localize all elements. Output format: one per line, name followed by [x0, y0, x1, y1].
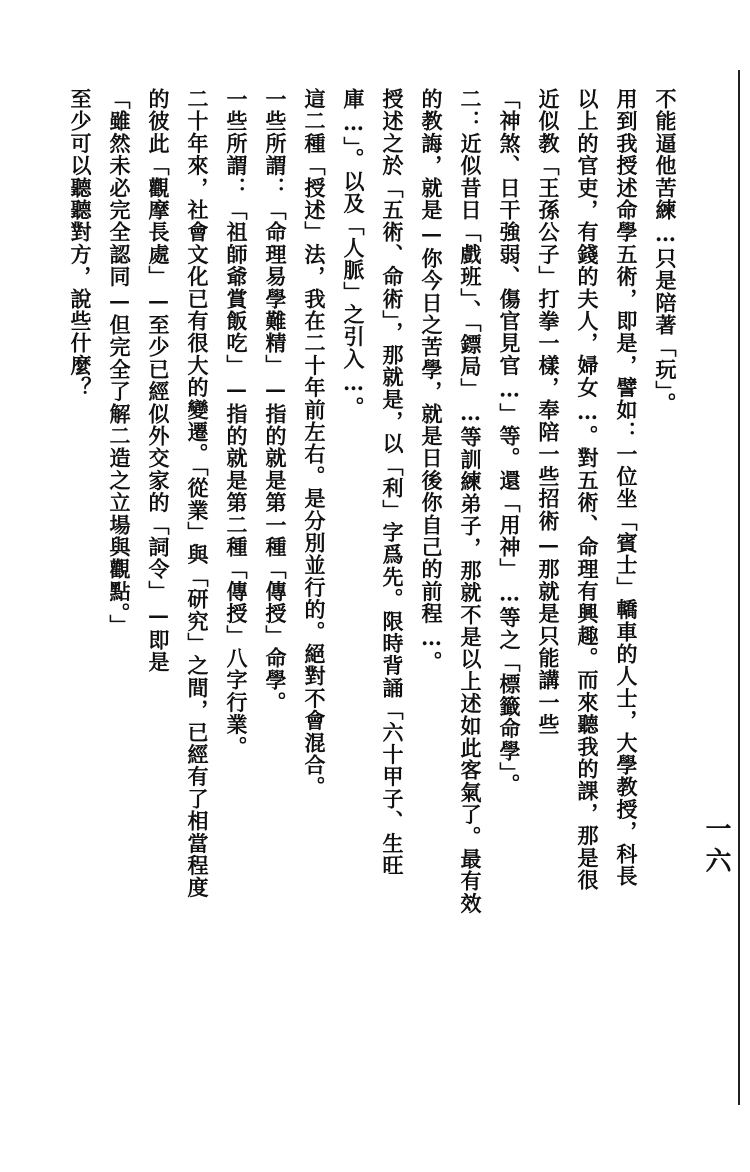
text-column-3: 以上的官吏，有錢的夫人，婦女…。對五術、命理有興趣。而來聽我的課，那是很 [575, 88, 600, 892]
text-column-1: 不能逼他苦練…只是陪著「玩」。 [653, 88, 678, 415]
page-edge-line [738, 70, 740, 1105]
text-column-9: 庫…」。以及「人脈」之引入…。 [341, 88, 366, 419]
text-column-4: 近似教「王孫公子」打拳一樣，奉陪一些招術—那就是只能講一些 [536, 88, 561, 736]
text-column-10: 這二種「授述」法，我在二十年前左右。是分別並行的。絕對不會混合。 [302, 88, 327, 799]
text-column-13: 二十年來，社會文化已有很大的變遷。「從業」與「研究」之間，已經有了相當程度 [185, 88, 210, 899]
text-column-16: 至少可以聽聽對方，說些什麼？ [68, 88, 93, 399]
text-column-11: 一些所謂：「命理易學難精」—指的就是第一種「傳授」命學。 [263, 88, 288, 714]
text-column-7: 的教誨，就是—你今日之苦學，就是日後你自己的前程…。 [419, 88, 444, 674]
text-column-14: 的彼此「觀摩長處」—至少已經似外交家的「詞令」—即是 [146, 88, 171, 674]
text-column-8: 授述之於「五術、命術」，那就是，以「利」字爲先。限時背誦「六十甲子、生旺 [380, 88, 405, 877]
page-number: 一六 [701, 815, 731, 879]
text-column-2: 用到我授述命學五術，即是，譬如：一位坐「賓士」轎車的人士，大學教授，科長 [614, 88, 639, 888]
text-column-6: 二：近似昔日「戲班」、「鏢局」…等訓練弟子，那就不是以上述如此客氣了。最有效 [458, 88, 483, 915]
vertical-text-block [60, 88, 680, 1128]
text-column-5: 「神煞、日干強弱、傷官見官…」等。還「用神」…等之「標籤命學」。 [497, 88, 522, 796]
text-column-15: 「雖然未必完全認同—但完全了解二造之立場與觀點。」 [107, 88, 132, 637]
text-column-12: 一些所謂：「祖師爺賞飯吃」—指的就是第二種「傳授」八字行業。 [224, 88, 249, 758]
